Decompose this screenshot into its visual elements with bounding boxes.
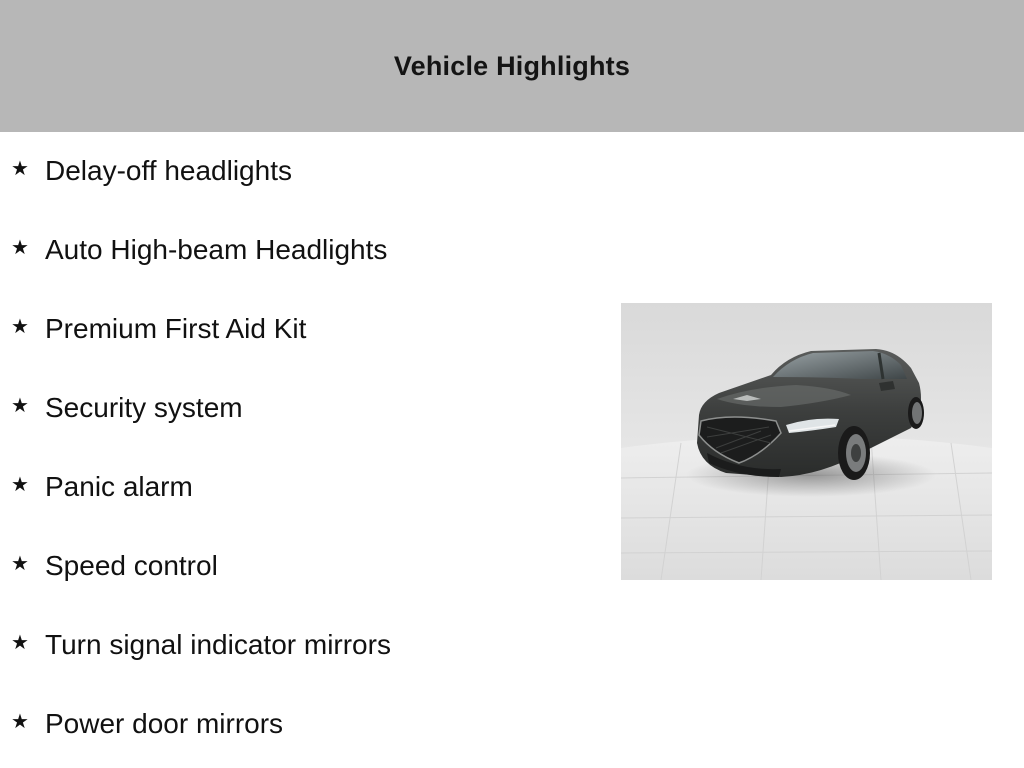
star-icon: ★ <box>11 393 29 417</box>
star-icon: ★ <box>11 314 29 338</box>
star-icon: ★ <box>11 156 29 180</box>
feature-label: Security system <box>45 392 243 423</box>
feature-label: Delay-off headlights <box>45 155 292 186</box>
feature-label: Premium First Aid Kit <box>45 313 307 344</box>
feature-label: Panic alarm <box>45 471 193 502</box>
star-icon: ★ <box>11 235 29 259</box>
star-icon: ★ <box>11 551 29 575</box>
header-bar <box>0 0 1024 132</box>
feature-label: Turn signal indicator mirrors <box>45 629 391 660</box>
vehicle-photo <box>621 303 992 580</box>
star-icon: ★ <box>11 709 29 733</box>
page-title: Vehicle Highlights <box>393 50 631 81</box>
star-icon: ★ <box>11 630 29 654</box>
feature-label: Power door mirrors <box>45 708 284 739</box>
feature-label: Speed control <box>45 550 218 581</box>
star-icon: ★ <box>11 472 29 496</box>
feature-label: Auto High-beam Headlights <box>45 234 388 265</box>
